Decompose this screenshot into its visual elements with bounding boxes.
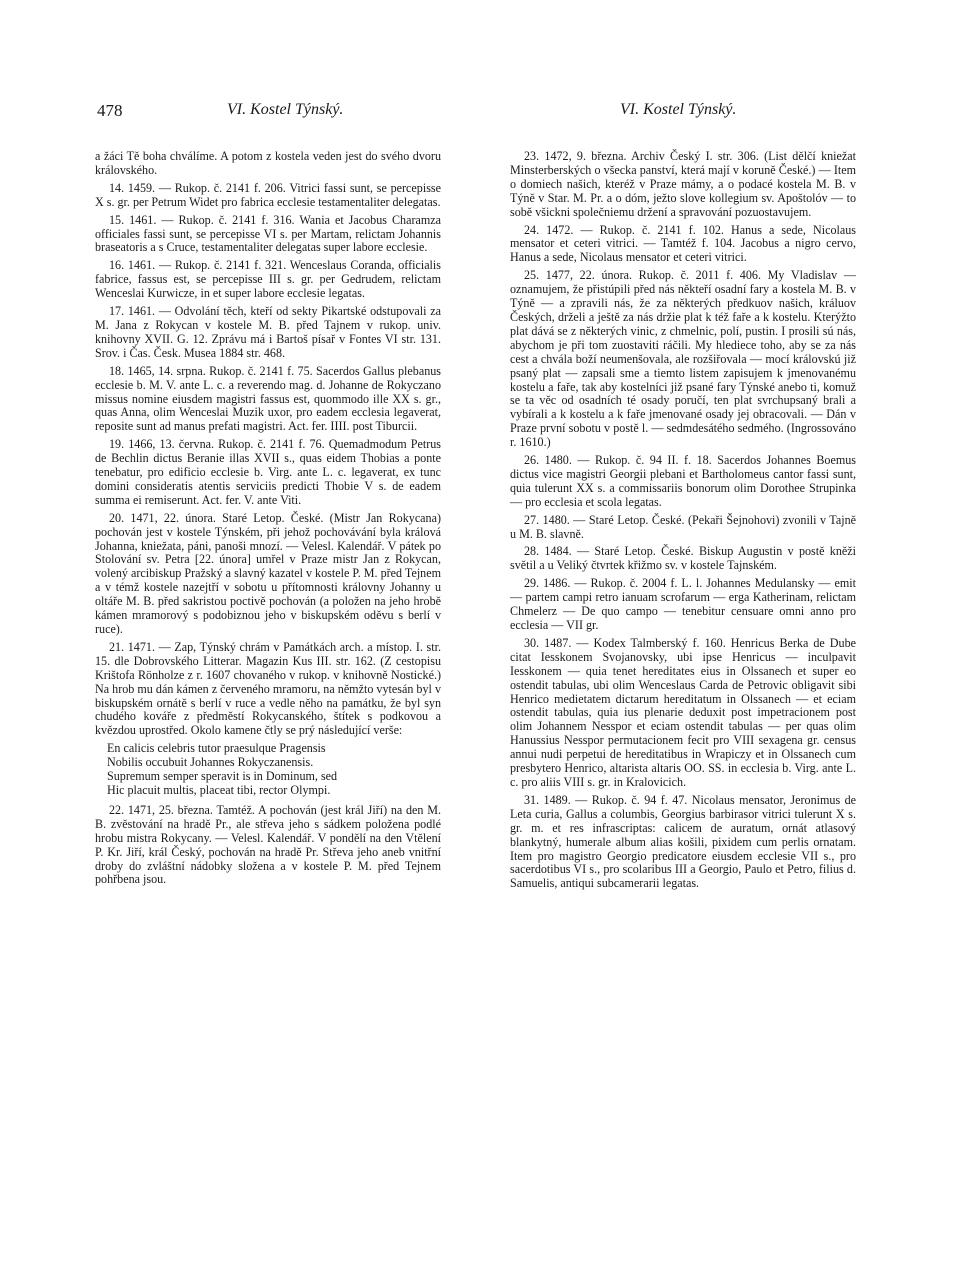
entry-20: 20. 1471, 22. února. Staré Letop. České. (Mistr Jan Rokycana) pochován jest v kostele Týnském, při jehož pochovávání byla králová Johanna, kniežata, páni, panoši mnozí. — Velesl. Kalendář. V pátek po Stolování sv. Petra [22. února] umřel v Praze mistr Jan z Rokycan, volený arcibiskup Pražský a slavný kazatel v kostele P. M. před Tejnem a v témž kostele nazejtří v sobotu u přítomnosti královny Johanny u oltáře M. B. před sakristou poctivě pochován (a položen na jeho hrobě kámen mramorový s podobiznou jeho v biskupském oděvu s berlí v ruce). — [95, 510, 441, 636]
page-number: 478 — [97, 101, 123, 120]
entry-21: 21. 1471. — Zap, Týnský chrám v Památkách arch. a místop. I. str. 15. dle Dobrovského Litterar. Magazin Kus III. str. 162. (Z cestopisu Krištofa Rönholze z r. 1607 chovaného v rukop. v knihovně Nostické.) Na hrob mu dán kámen z červeného mramoru, na němžto vytesán byl v biskupském ornátě s berlí v ruce a vedle něho na památku, že byl syn chudého kováře z předměstí Rokycanského, štítek s podkovou a kvězdou uprostřed. Okolo kamene čtly se prý následující verše: — [95, 639, 441, 738]
entry-27: 27. 1480. — Staré Letop. České. (Pekaři Šejnohovi) zvonili v Tajně u M. B. slavně. — [510, 512, 856, 541]
right-column — [510, 150, 856, 895]
entry-22: 22. 1471, 25. března. Tamtéž. A pochován (jest král Jiří) na den M. B. zvěstování na hradě Pr., ale střeva jeho s sádkem položena podlé hrobu mistra Rokycany. — Velesl. Kalendář. V pondělí na den Vtělení P. Kr. Jiří, král Český, pochován na hradě Pr. Střeva jeho aneb vnitřní droby do zvláštní nádobky složena a v kostele P. M. před Tejnem pohřbena jsou. — [95, 802, 441, 887]
running-head-left: VI. Kostel Týnský. — [227, 101, 344, 118]
entry-19: 19. 1466, 13. června. Rukop. č. 2141 f. 76. Quemadmodum Petrus de Bechlin dictus Beranie illas XVII s., quas eidem Thobias a ponte tenebatur, pro edificio ecclesie b. Virg. ante L. c. legaverat, ex tunc domini consideratis atentis serviciis predicti Thobie V s. de eadem summa ei remiserunt. Act. fer. V. ante Viti. — [95, 437, 441, 507]
entry-26: 26. 1480. — Rukop. č. 94 II. f. 18. Sacerdos Johannes Boemus dictus vice magistri Georgii plebani et Bartholomeus cantor fassi sunt, quia tulerunt XX s. a commissariis bonorum olim Dorothee Strupinka — pro ecclesia et scola legatas. — [510, 453, 856, 509]
entry-16: 16. 1461. — Rukop. č. 2141 f. 321. Wenceslaus Coranda, officialis fabrice, fassus est, se percepisse III s. gr. per Gedrudem, relictam Wenceslai Kurwicze, in et super labore ecclesie legatas. — [95, 258, 441, 301]
latin-verse — [107, 742, 441, 798]
entry-17: 17. 1461. — Odvolání těch, kteří od sekty Pikartské odstupovali za M. Jana z Rokycan v kostele M. B. před Tajnem v rukop. univ. knihovny XVII. G. 12. Zprávu má i Bartoš písař v Fontes VI str. 131. Srov. i Čas. Česk. Musea 1884 str. 468. — [95, 304, 441, 360]
page-header — [95, 101, 865, 127]
entry-25: 25. 1477, 22. února. Rukop. č. 2011 f. 406. My Vladislav — oznamujem, že přistúpili před nás někteří osadní fary a kostela M. B. v Týně — a zpravili nás, že za některých předkuov našich, králuov Českých, drželi a ještě za nás držie plat k též faře a k kostelu. Kterýžto plat dává se z některých vinic, z chmelnic, polí, pustin. I prosili sú nás, abychom je při tom zuostaviti ráčili. My hlediece toho, aby se za nás cest a chvála boží neumenšovala, ale rozšiřovala — mocí královskú již psaný plat — zapsali sme a tiemto listem zapisujem k jmenovanému kostelu a faře, tak aby kostelníci již psané fary Týnské anebo ti, komuž se ta věc od osadních té osady poručí, ten plat svrchupsaný brali a vybírali a k kostelu a k faře jmenované osady jej obracovali. — Dán v Praze první sobotu v postě l. — sedmdesátého sedmého. (Ingrossováno r. 1610.) — [510, 268, 856, 450]
verse-line: Supremum semper speravit is in Dominum, sed — [107, 769, 338, 784]
entry-30: 30. 1487. — Kodex Talmberský f. 160. Henricus Berka de Dube citat Iesskonem Svojanovsky, ubi ipse Henricus — inculpavit Iesskonem — quia tenet hereditates eius in Olssanech et super eo ostendit tabulas, ubi olim Wenceslaus Carda de Petrovic obligavit sibi Henrico medietatem dictarum hereditatum in Olssanech — et eciam ostendit tabulas, quia ius plenarie deduxit post impetracionem post olim Johannem Nesspor et eciam ostendit tabulas — per quas olim Hanussius Nesspor permutacionem fecit pro VIII sexagena gr. census annui nudi perpetui de hereditatibus in Wrapiczy et in Olssanech cum presbytero Henrico, altarista altaris OO. SS. in ecclesia b. Virg. ante L. c. pro aliis VIII s. gr. in Kralovicich. — [510, 635, 856, 789]
verse-line: En calicis celebris tutor praesulque Pragensis — [107, 741, 326, 756]
entry-18: 18. 1465, 14. srpna. Rukop. č. 2141 f. 75. Sacerdos Gallus plebanus ecclesie b. M. V. ante L. c. a reverendo mag. d. Johanne de Rokyczano missus nomine eiusdem magistri fassus est, quommodo ille XX s. gr., quas Anna, olim Wenceslai Muzik uxor, pro eadem ecclesia legaverat, reposite sunt ad manus prefati magistri. Act. fer. IIII. post Tiburcii. — [95, 363, 441, 434]
running-head-right: VI. Kostel Týnský. — [620, 101, 737, 118]
entry-23: 23. 1472, 9. března. Archiv Český I. str. 306. (List dělčí kniežat Minsterberských o všecka panství, která mají v koruně České.) — Item o domiech našich, kteréž v Praze mámy, a o podacé kostela M. B. v Týně v Star. M. Pr. a o dóm, ježto slove kollegium sv. Apoštolóv — to sobě všickni společniemu držení a spravování pozuostavujem. — [510, 149, 856, 219]
entry-continuation: a žáci Tě boha chválíme. A potom z kostela veden jest do svého dvoru královského. — [95, 149, 441, 177]
entry-14: 14. 1459. — Rukop. č. 2141 f. 206. Vitrici fassi sunt, se percepisse X s. gr. per Petrum Widet pro fabrica ecclesie testamentaliter delegatas. — [95, 180, 441, 209]
entry-31: 31. 1489. — Rukop. č. 94 f. 47. Nicolaus mensator, Jeronimus de Leta curia, Gallus a columbis, Georgius barbirasor vitrici tulerunt X s. gr. m. et res infrascriptas: calicem de auratum, ornát atlasový blankytný, humerale album alias košili, pixidem cum perlis ornatam. Item pro magistro Georgio predicatore eiusdem ecclesie VII s., pro sacerdotibus VI s., pro scolaribus III a Georgio, Paulo et Petro, filius d. Samuelis, antiqui subcamerarii legatas. — [510, 792, 856, 891]
left-column — [95, 150, 441, 891]
entry-15: 15. 1461. — Rukop. č. 2141 f. 316. Wania et Jacobus Charamza officiales fassi sunt, se percepisse VI s. per Martam, relictam Johannis braseatoris a s Cruce, testamentaliter delegatas super labore ecclesie. — [95, 212, 441, 255]
entry-29: 29. 1486. — Rukop. č. 2004 f. L. l. Johannes Medulansky — emit — partem campi retro ianuam scrofarum — erga Katherinam, relictam Chmelerz — De quo campo — tenebitur censuare omni anno pro ecclesia — VII gr. — [510, 576, 856, 632]
verse-line: Hic placuit multis, placeat tibi, rector Olympi. — [107, 782, 331, 797]
entry-24: 24. 1472. — Rukop. č. 2141 f. 102. Hanus a sede, Nicolaus mensator et ceteri vitrici. — Tamtéž f. 104. Jacobus a nigro cervo, Hanus a sede, Nicolaus mensator et ceteri vitrici. — [510, 222, 856, 265]
verse-line: Nobilis occubuit Johannes Rokyczanensis. — [107, 755, 314, 770]
entry-28: 28. 1484. — Staré Letop. České. Biskup Augustin v postě kněži světil a u Veliký čtvrtek křižmo sv. v kostele Tajnském. — [510, 544, 856, 573]
